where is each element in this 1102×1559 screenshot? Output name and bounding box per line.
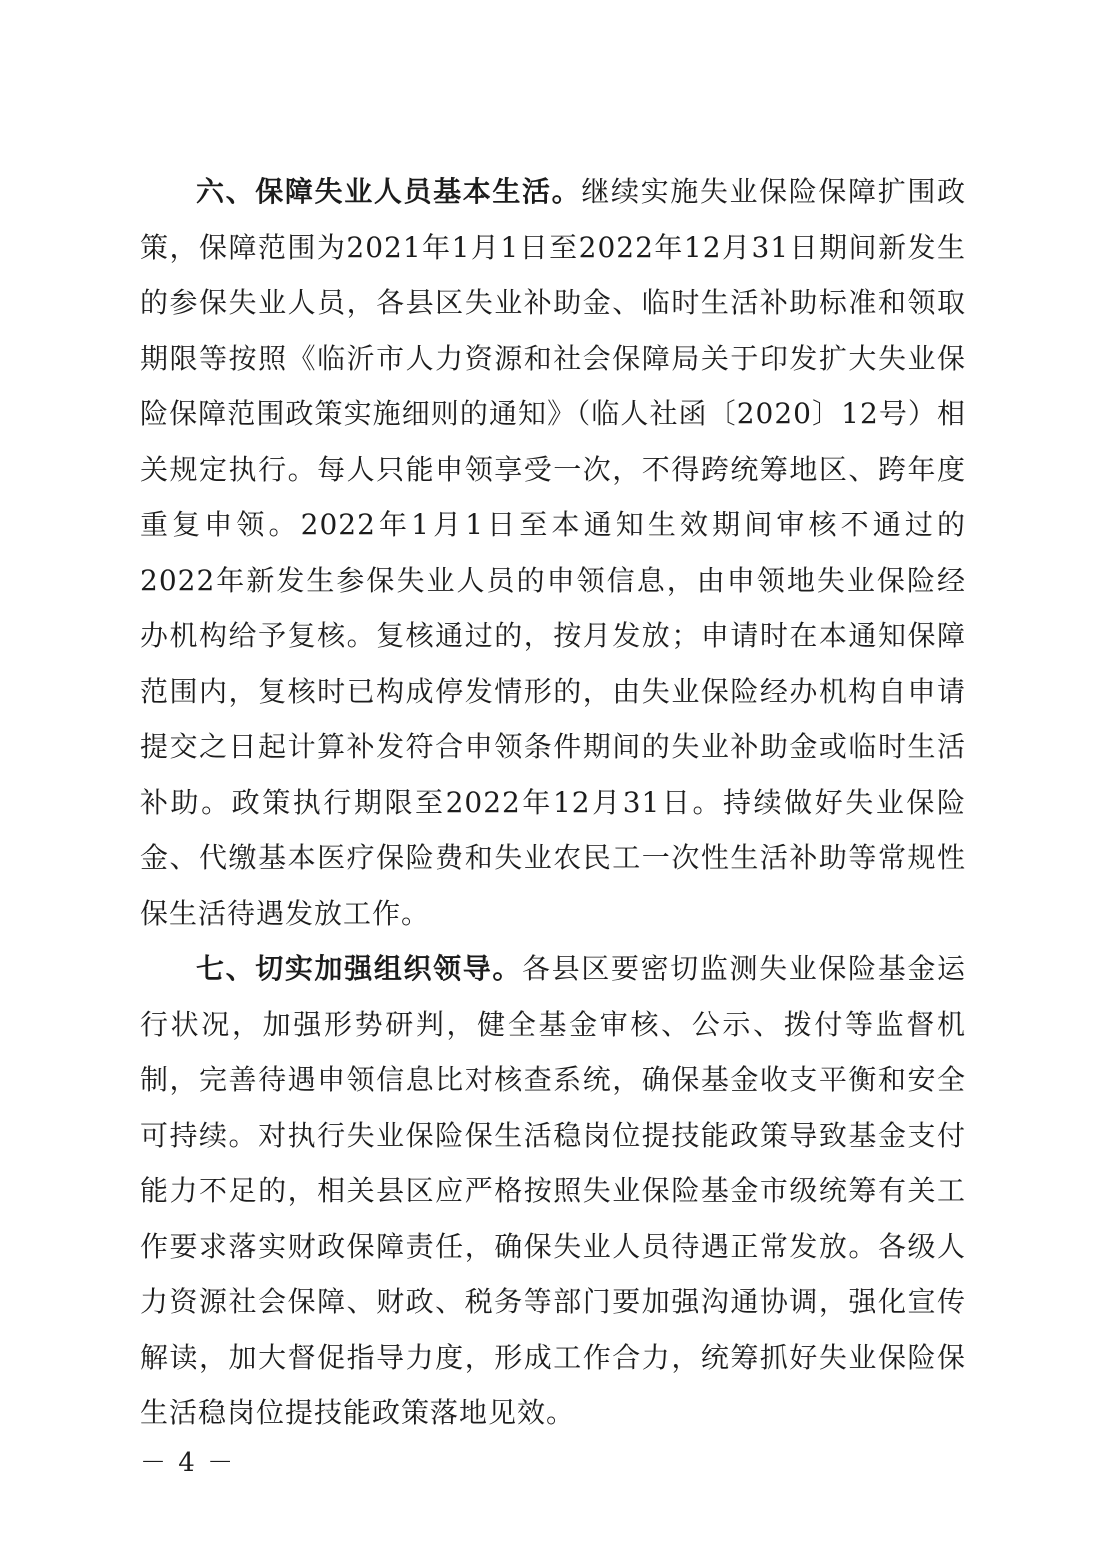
section-heading-6: 六、保障失业人员基本生活。 — [196, 175, 582, 208]
section-heading-7: 七、切实加强组织领导。 — [196, 952, 523, 985]
section-body-7: 各县区要密切监测失业保险基金运行状况，加强形势研判，健全基金审核、公示、拨付等监督机制，完善待遇申领信息比对核查系统，确保基金收支平衡和安全可持续。对执行失业保险保生活稳岗位提技能政策导致基金支付能力不足的，相关县区应严格按照失业保险基金市级统筹有关工作要求落实财政保障责任，确保失业人员待遇正常发放。各级人力资源社会保障、财政、税务等部门要加强沟通协调，强化宣传解读，加大督促指导力度，形成工作合力，统筹抓好失业保险保生活稳岗位提技能政策落地见效。 — [140, 952, 966, 1429]
section-paragraph-6 — [140, 164, 966, 941]
document-body — [140, 164, 966, 1441]
section-paragraph-7 — [140, 941, 966, 1441]
page-number: － 4 － — [140, 1448, 236, 1478]
section-body-6: 继续实施失业保险保障扩围政策，保障范围为2021年1月1日至2022年12月31日期间新发生的参保失业人员，各县区失业补助金、临时生活补助标准和领取期限等按照《临沂市人力资源和社会保障局关于印发扩大失业保险保障范围政策实施细则的通知》（临人社函〔2020〕12号）相关规定执行。每人只能申领享受一次，不得跨统筹地区、跨年度重复申领。2022年1月1日至本通知生效期间审核不通过的2022年新发生参保失业人员的申领信息，由申领地失业保险经办机构给予复核。复核通过的，按月发放；申请时在本通知保障范围内，复核时已构成停发情形的，由失业保险经办机构自申请提交之日起计算补发符合申领条件期间的失业补助金或临时生活补助。政策执行期限至2022年12月31日。持续做好失业保险金、代缴基本医疗保险费和失业农民工一次性生活补助等常规性保生活待遇发放工作。 — [140, 175, 966, 930]
